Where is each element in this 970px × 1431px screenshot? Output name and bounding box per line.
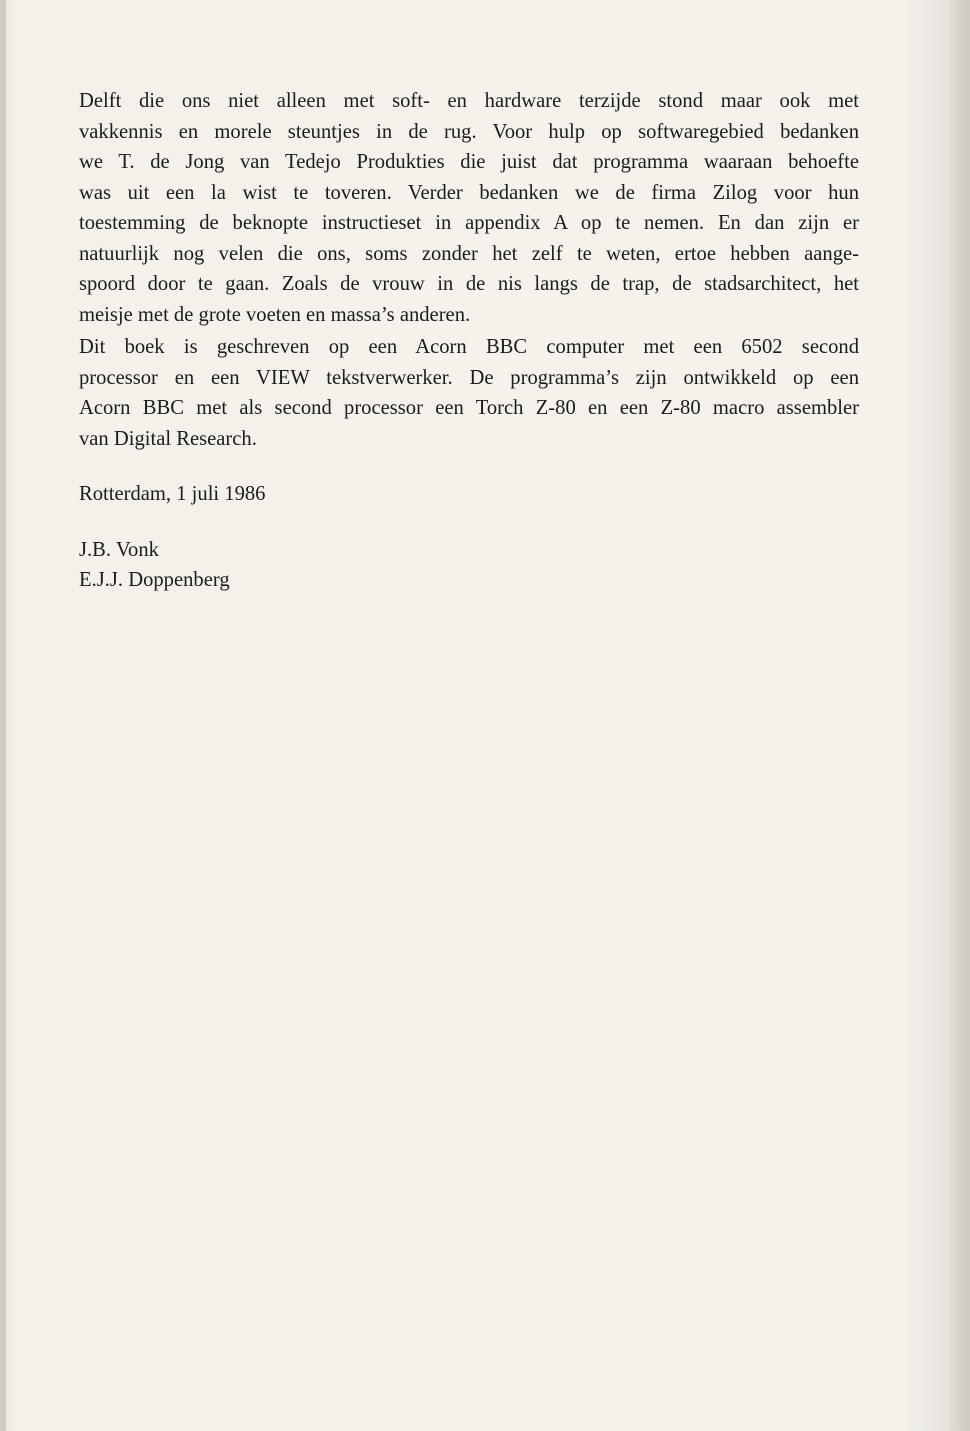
page-left-edge <box>0 0 6 1431</box>
text-line: spoord door te gaan. Zoals de vrouw in de nis langs de trap, de stadsarchitect, het <box>79 273 859 295</box>
text-line: toestemming de beknopte instructieset in appendix A op te nemen. En dan zijn er <box>79 212 859 234</box>
authors-block <box>79 535 859 596</box>
text-line: meisje met de grote voeten en massa’s anderen. <box>79 303 471 326</box>
text-line: was uit een la wist te toveren. Verder bedanken we de firma Zilog voor hun <box>79 181 859 204</box>
text-line: natuurlijk nog velen die ons, soms zonder het zelf te weten, ertoe hebben aange- <box>79 242 859 265</box>
text-line: Dit boek is geschreven op een Acorn BBC computer met een 6502 second <box>79 336 859 358</box>
text-line: van Digital Research. <box>79 427 257 450</box>
text-line: Delft die ons niet alleen met soft- en hardware terzijde stond maar ook met <box>79 90 859 112</box>
author-name: E.J.J. Doppenberg <box>79 569 230 591</box>
text-line: Acorn BBC met als second processor een Torch Z-80 en een Z-80 macro assembler <box>79 397 859 419</box>
author-name: J.B. Vonk <box>79 538 159 561</box>
text-line: vakkennis en morele steuntjes in de rug. Voor hulp op softwaregebied bedanken <box>79 120 859 143</box>
text-line: we T. de Jong van Tedejo Produkties die juist dat programma waaraan behoefte <box>79 151 859 173</box>
production-paragraph <box>79 332 859 454</box>
acknowledgements-paragraph <box>79 86 859 330</box>
page-right-edge <box>946 0 970 1431</box>
place-and-date: Rotterdam, 1 juli 1986 <box>79 483 266 505</box>
page-content <box>79 86 859 596</box>
text-line: processor en een VIEW tekstverwerker. De programma’s zijn ontwikkeld op een <box>79 366 859 389</box>
